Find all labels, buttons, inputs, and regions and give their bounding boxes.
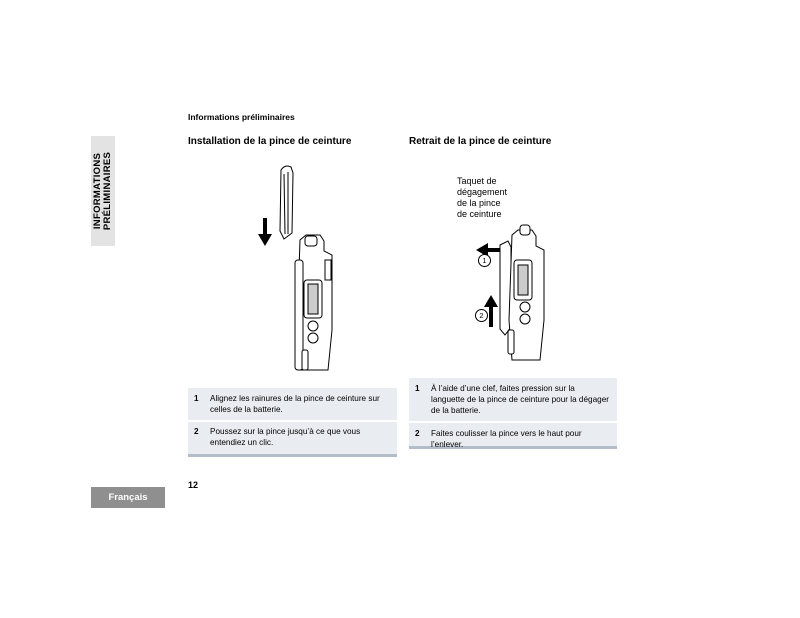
install-steps	[188, 388, 397, 457]
language-label: Français	[108, 492, 148, 503]
step-text: À l’aide d’une clef, faites pression sur la languette de la pince de ceinture pour la dégager de la batterie.	[431, 384, 609, 415]
marker-2: 2	[475, 309, 488, 322]
callout-line-2: dégagement	[457, 187, 508, 197]
section-side-tab	[91, 136, 115, 246]
side-tab-label	[93, 152, 113, 230]
callout-line-3: de la pince	[457, 198, 501, 208]
language-tab	[91, 487, 165, 508]
step-number: 2	[415, 429, 420, 438]
step-number: 1	[194, 394, 199, 403]
marker-1: 1	[478, 254, 491, 267]
removal-steps	[409, 378, 617, 449]
side-tab-line-2: PRÉLIMINAIRES	[102, 151, 113, 231]
removal-section-title: Retrait de la pince de ceinture	[409, 136, 552, 147]
side-tab-line-1: INFORMATIONS	[92, 152, 103, 230]
step-divider	[188, 420, 397, 422]
removal-illustration	[470, 215, 570, 365]
page-number: 12	[188, 480, 199, 490]
install-illustration	[255, 160, 355, 385]
radio-body	[295, 235, 332, 370]
belt-clip	[280, 166, 293, 239]
step-number: 1	[415, 384, 420, 393]
down-arrow-icon	[258, 218, 272, 246]
step-text: Poussez sur la pince jusqu’à ce que vous entendiez un clic.	[210, 427, 361, 447]
step-text: Alignez les rainures de la pince de ceinture sur celles de la batterie.	[210, 394, 380, 414]
step-divider	[409, 421, 617, 423]
callout-line-1: Taquet de	[457, 176, 497, 186]
page-header-title: Informations préliminaires	[188, 112, 295, 122]
callout-line-4: de ceinture	[457, 209, 502, 219]
step-number: 2	[194, 427, 199, 436]
step-text: Faites coulisser la pince vers le haut pour l’enlever.	[431, 429, 582, 449]
install-section-title: Installation de la pince de ceinture	[188, 136, 352, 147]
release-tab-callout	[457, 176, 507, 220]
